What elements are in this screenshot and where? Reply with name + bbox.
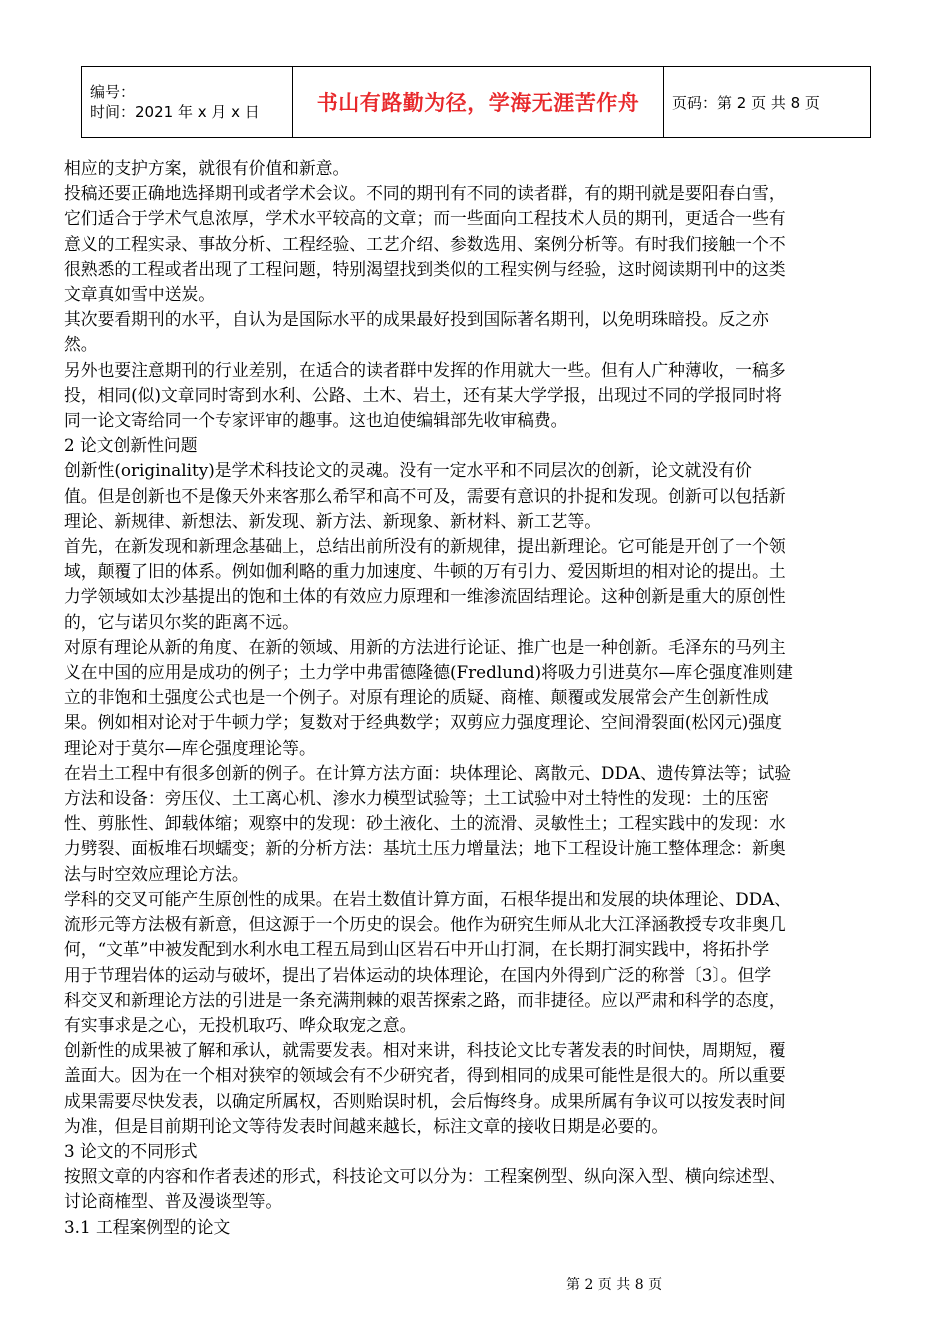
text-line: 力学领域如太沙基提出的饱和土体的有效应力原理和一维渗流固结理论。这种创新是重大的原创性 [64, 586, 786, 607]
text-line: 意义的工程实录、事故分析、工程经验、工艺介绍、参数选用、案例分析等。有时我们接触一个不 [64, 233, 786, 254]
text-line: 域，颠覆了旧的体系。例如伽利略的重力加速度、牛顿的万有引力、爱因斯坦的相对论的提出。土 [64, 561, 786, 582]
text-line: 何，“文革”中被发配到水利水电工程五局到山区岩石中开山打洞，在长期打洞实践中，将拓扑学 [64, 939, 770, 960]
text-line: 它们适合于学术气息浓厚，学术水平较高的文章；而一些面向工程技术人员的期刊，更适合一些有 [64, 208, 786, 229]
text-line: 投稿还要正确地选择期刊或者学术会议。不同的期刊有不同的读者群，有的期刊就是要阳春白雪， [64, 183, 786, 204]
page-footer: 第 2 页 共 8 页 [566, 1277, 663, 1293]
text-line: 对原有理论从新的角度、在新的领域、用新的方法进行论证、推广也是一种创新。毛泽东的马列主 [64, 636, 786, 657]
text-line: 2 论文创新性问题 [64, 435, 198, 456]
text-line: 讨论商榷型、普及漫谈型等。 [64, 1191, 283, 1212]
text-line: 性、剪胀性、卸载体缩；观察中的发现：砂土液化、土的流滑、灵敏性土；工程实践中的发现：水 [64, 813, 786, 834]
text-line: 力劈裂、面板堆石坝蠕变；新的分析方法：基坑土压力增量法；地下工程设计施工整体理念：新奥 [64, 838, 786, 859]
text-line: 同一论文寄给同一个专家评审的趣事。这也迫使编辑部先收审稿费。 [64, 410, 568, 431]
text-line: 流形元等方法极有新意，但这源于一个历史的误会。他作为研究生师从北大江泽涵教授专攻非奥几 [64, 914, 786, 935]
doc-time-label: 时间：2021 年 x 月 x 日 [90, 103, 260, 121]
text-line: 创新性的成果被了解和承认，就需要发表。相对来讲，科技论文比专著发表的时间快，周期短，覆 [64, 1040, 786, 1061]
text-line: 3.1 工程案例型的论文 [64, 1216, 231, 1237]
text-line: 其次要看期刊的水平，自认为是国际水平的成果最好投到国际著名期刊，以免明珠暗投。反之亦 [64, 309, 769, 330]
text-line: 法与时空效应理论方法。 [64, 863, 249, 884]
text-line: 在岩土工程中有很多创新的例子。在计算方法方面：块体理论、离散元、DDA、遗传算法等；试验 [64, 762, 792, 783]
text-line: 理论、新规律、新想法、新发现、新方法、新现象、新材料、新工艺等。 [64, 510, 602, 531]
text-line: 果。例如相对论对于牛顿力学；复数对于经典数学；双剪应力强度理论、空间滑裂面(松冈元)强度 [64, 712, 782, 733]
text-line: 很熟悉的工程或者出现了工程问题，特别渴望找到类似的工程实例与经验，这时阅读期刊中的这类 [64, 258, 786, 279]
text-line: 然。 [64, 334, 98, 355]
header-motto-cell [293, 67, 664, 138]
text-line: 有实事求是之心，无投机取巧、哗众取宠之意。 [64, 1014, 417, 1035]
text-line: 科交叉和新理论方法的引进是一条充满荆棘的艰苦探索之路，而非捷径。应以严肃和科学的态度， [64, 989, 786, 1010]
text-line: 立的非饱和土强度公式也是一个例子。对原有理论的质疑、商榷、颠覆或发展常会产生创新性成 [64, 687, 769, 708]
text-line: 理论对于莫尔—库仑强度理论等。 [64, 737, 316, 758]
text-line: 投，相同(似)文章同时寄到水利、公路、土木、岩土，还有某大学学报，出现过不同的学报同时将 [64, 384, 782, 405]
doc-number-label: 编号： [90, 83, 136, 101]
text-line: 创新性(originality)是学术科技论文的灵魂。没有一定水平和不同层次的创新，论文就没有价 [64, 460, 752, 481]
header-left-cell [82, 67, 293, 138]
text-line: 另外也要注意期刊的行业差别，在适合的读者群中发挥的作用就大一些。但有人广种薄收，一稿多 [64, 359, 786, 380]
header-table [81, 66, 871, 138]
text-line: 为准，但是目前期刊论文等待发表时间越来越长，标注文章的接收日期是必要的。 [64, 1115, 669, 1136]
text-line: 学科的交叉可能产生原创性的成果。在岩土数值计算方面，石根华提出和发展的块体理论、DDA、 [64, 888, 792, 909]
document-body [64, 156, 892, 1240]
text-line: 用于节理岩体的运动与破坏，提出了岩体运动的块体理论，在国内外得到广泛的称誉〔3〕。但学 [64, 964, 772, 985]
text-line: 相应的支护方案，就很有价值和新意。 [64, 158, 350, 178]
header-page-code: 页码：第 2 页 共 8 页 [664, 67, 871, 138]
text-line: 成果需要尽快发表，以确定所属权，否则贻误时机，会后悔终身。成果所属有争议可以按发表时间 [64, 1090, 786, 1111]
text-line: 方法和设备：旁压仪、土工离心机、渗水力模型试验等；土工试验中对土特性的发现：土的压密 [64, 788, 769, 809]
text-line: 义在中国的应用是成功的例子；土力学中弗雷德隆德(Fredlund)将吸力引进莫尔—库仑强度准则建 [64, 662, 793, 683]
text-line: 盖面大。因为在一个相对狭窄的领域会有不少研究者，得到相同的成果可能性是很大的。所以重要 [64, 1065, 786, 1086]
text-line: 3 论文的不同形式 [64, 1140, 198, 1161]
text-line: 按照文章的内容和作者表述的形式，科技论文可以分为：工程案例型、纵向深入型、横向综述型、 [64, 1166, 786, 1187]
text-line: 首先，在新发现和新理念基础上，总结出前所没有的新规律，提出新理论。它可能是开创了一个领 [64, 536, 786, 557]
text-line: 文章真如雪中送炭。 [64, 284, 216, 305]
header-motto: 书山有路勤为径，学海无涯苦作舟 [316, 91, 640, 115]
text-line: 的，它与诺贝尔奖的距离不远。 [64, 611, 299, 632]
text-line: 值。但是创新也不是像天外来客那么希罕和高不可及，需要有意识的扑捉和发现。创新可以包括新 [64, 485, 786, 506]
